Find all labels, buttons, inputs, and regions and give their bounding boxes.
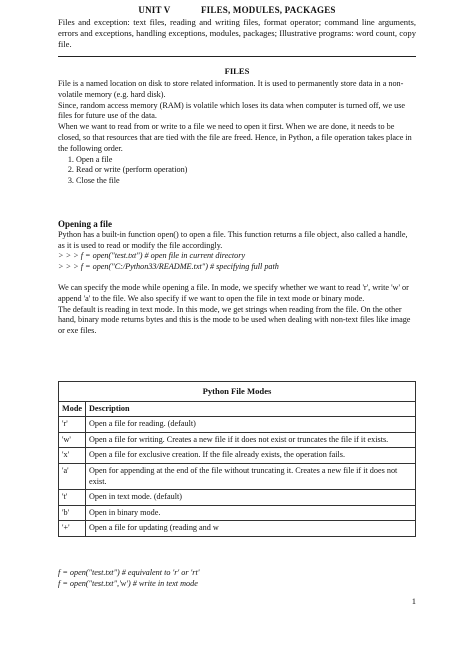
files-section: [58, 79, 416, 187]
description-cell: Open a file for updating (reading and w: [86, 521, 416, 537]
opening-heading: Opening a file: [58, 219, 113, 229]
table-row: [59, 463, 416, 489]
spacer: [58, 273, 416, 283]
column-header-mode: Mode: [59, 401, 86, 417]
page-number: 1: [411, 596, 416, 606]
mode-cell: '+': [59, 521, 86, 537]
table-row: [59, 490, 416, 506]
divider: [58, 56, 416, 57]
mode-cell: 'r': [59, 417, 86, 433]
step-item: 2. Read or write (perform operation): [76, 165, 416, 176]
files-heading: FILES: [224, 66, 250, 76]
file-operation-steps: [58, 155, 416, 187]
step-item: 1. Open a file: [76, 155, 416, 166]
files-paragraph-2: Since, random access memory (RAM) is volatile which loses its data when computer is turned off, we use files for future use of the data.: [58, 100, 406, 121]
step-item: 3. Close the file: [76, 176, 416, 187]
file-modes-table: [58, 381, 416, 537]
table-caption: Python File Modes: [59, 382, 416, 402]
description-cell: Open a file for reading. (default): [86, 417, 416, 433]
code-line-2: > > > f = open("C:/Python33/README.txt") # specifying full path: [58, 262, 279, 272]
description-cell: Open a file for exclusive creation. If the file already exists, the operation fails.: [86, 448, 416, 464]
footer-code-line-2: f = open("test.txt",'w') # write in text mode: [58, 579, 198, 588]
files-paragraph-3: When we want to read from or write to a file we need to open it first. When we are done, it needs to be closed, so that resources that are tied with the file are freed. Hence, in Python, a file operation takes place in the following order.: [58, 122, 412, 153]
unit-heading: FILES, MODULES, PACKAGES: [200, 5, 336, 15]
table-row: [59, 432, 416, 448]
file-modes-table-container: [58, 381, 416, 537]
unit-intro: Files and exception: text files, reading and writing files, format operator; command line arguments, errors and exceptions, handling exceptions, modules, packages; Illustrative programs: word count, copy file.: [58, 17, 416, 49]
description-cell: Open a file for writing. Creates a new file if it does not exist or truncates the file if it exists.: [86, 432, 416, 448]
mode-cell: 'b': [59, 505, 86, 521]
table-row: [59, 448, 416, 464]
opening-section: [58, 219, 416, 337]
mode-cell: 'w': [59, 432, 86, 448]
table-row: [59, 521, 416, 537]
code-line-1: > > > f = open("test.txt") # open file in current directory: [58, 251, 246, 261]
description-cell: Open for appending at the end of the file without truncating it. Creates a new file if it does not exist.: [86, 463, 416, 489]
description-cell: Open in text mode. (default): [86, 490, 416, 506]
footer-code: [58, 567, 200, 589]
mode-cell: 't': [59, 490, 86, 506]
table-row: [59, 417, 416, 433]
table-row: [59, 505, 416, 521]
column-header-description: Description: [86, 401, 416, 417]
files-paragraph-1: File is a named location on disk to store related information. It is used to permanently store data in a non-volatile memory (e.g. hard disk).: [58, 79, 404, 99]
description-cell: Open in binary mode.: [86, 505, 416, 521]
unit-label: UNIT V: [138, 5, 171, 15]
opening-paragraph-3: The default is reading in text mode. In this mode, we get strings when reading from the file. On the other hand, binary mode returns bytes and this is the mode to be used when dealing with non-text files like image or exe files.: [58, 304, 411, 336]
opening-paragraph-1: Python has a built-in function open() to open a file. This function returns a file object, also called a handle, as it is used to read or modify the file accordingly.: [58, 229, 408, 250]
unit-title: [58, 5, 416, 15]
footer-code-line-1: f = open("test.txt") # equivalent to 'r' or 'rt': [58, 568, 200, 577]
opening-paragraph-2: We can specify the mode while opening a file. In mode, we specify whether we want to read 'r', write 'w' or append 'a' to the file. We also specify if we want to open the file in text mode or binary mode.: [58, 282, 409, 303]
mode-cell: 'a': [59, 463, 86, 489]
mode-cell: 'x': [59, 448, 86, 464]
